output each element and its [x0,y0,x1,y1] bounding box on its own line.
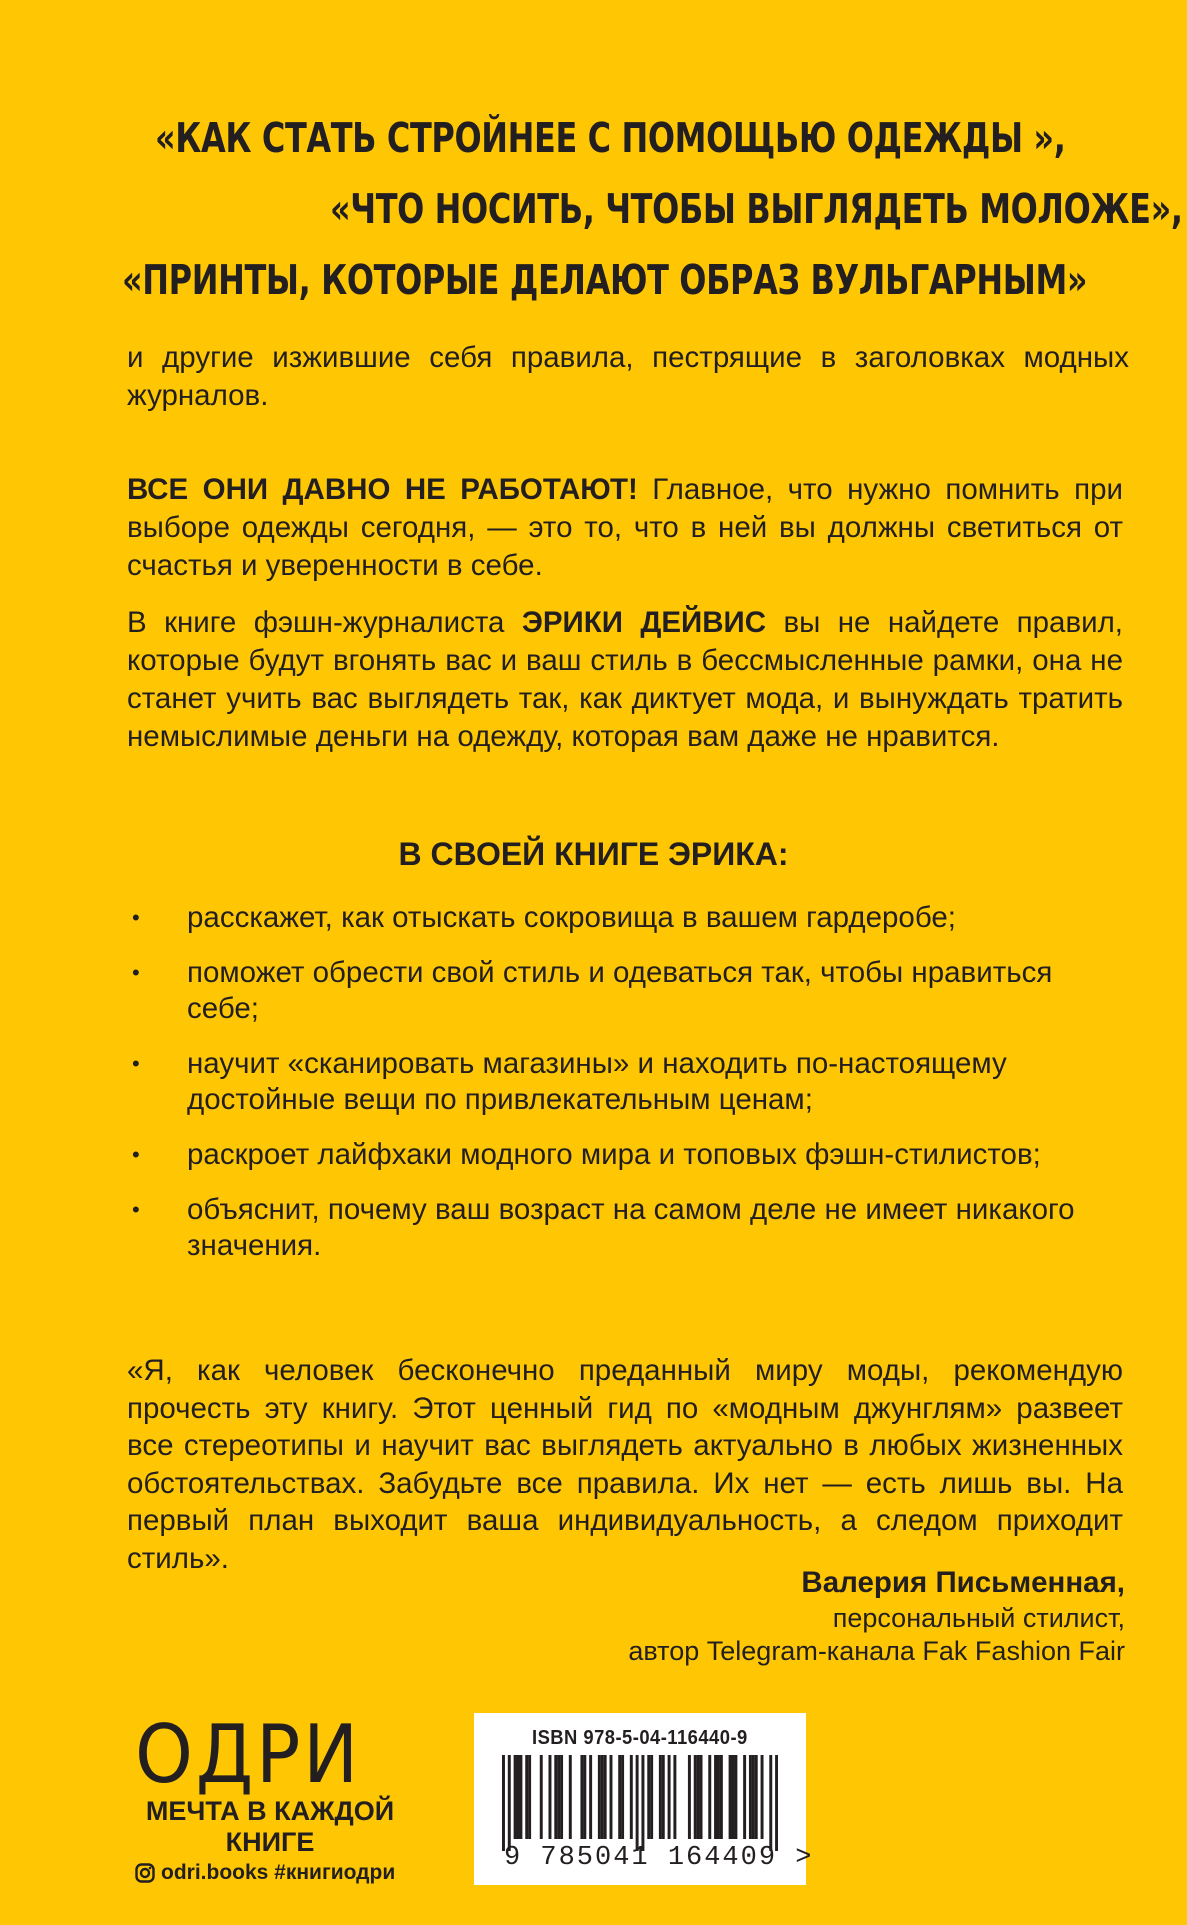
barcode-bar [519,1755,522,1839]
list-item-text: раскроет лайфхаки модного мира и топовых фэшн-стилистов; [187,1138,1041,1171]
isbn-label: ISBN 978-5-04-116440-9 [532,1727,748,1749]
barcode-bar [743,1755,746,1839]
bullet-dot: • [132,1197,140,1222]
barcode-bar [714,1755,717,1839]
barcode-bar [769,1755,772,1851]
barcode-bar [662,1755,665,1839]
barcode-bar [569,1755,572,1839]
barcode-bar [708,1755,711,1839]
bullet-dot: • [132,1142,140,1167]
barcode-bar [717,1755,720,1839]
barcode-bar [589,1755,592,1839]
all-dont-work-paragraph [127,471,1123,585]
list-item [127,1192,1127,1264]
headline-line-1: «КАК СТАТЬ СТРОЙНЕЕ С ПОМОЩЬЮ ОДЕЖДЫ », [155,114,1066,162]
barcode-bar [618,1755,621,1839]
barcode-bar [688,1755,691,1839]
publisher-social [135,1860,395,1886]
barcode-bar [598,1755,601,1839]
list-item [127,955,1127,1027]
book-paragraph [127,604,1123,756]
barcode-bar [720,1755,723,1839]
list-item [127,1046,1127,1118]
barcode-bar [583,1755,586,1839]
sub-heading: В СВОЕЙ КНИГЕ ЭРИКА: [398,836,789,872]
barcode-panel [474,1713,814,1885]
barcode-digits: 9 785041 164409 > [504,1843,814,1873]
intro-paragraph: и другие изжившие себя правила, пестрящие в заголовках модных журналов. [127,341,1129,412]
barcode-bar [734,1755,737,1839]
barcode-bar [650,1755,653,1839]
barcode-bar [502,1755,505,1851]
list-item-text: объяснит, почему ваш возраст на самом деле не имеет никакого значения. [187,1193,1075,1262]
barcode-bar [694,1755,697,1839]
barcode-bar [560,1755,563,1839]
barcode-bar [525,1755,528,1839]
barcode-bar [755,1755,758,1839]
barcode-bar [557,1755,560,1839]
publisher-social-text: odri.books #книгиодри [161,1861,396,1884]
barcode-bar [517,1755,520,1839]
barcode-bar [604,1755,607,1839]
all-dont-work-bold: ВСЕ ОНИ ДАВНО НЕ РАБОТАЮТ! [127,473,638,506]
barcode-bar [601,1755,604,1839]
barcode-bar [528,1755,531,1839]
barcode-bar [514,1755,517,1839]
barcode-bar [697,1755,700,1839]
publisher-logo: ОДРИ [135,1708,361,1801]
barcode-bar [775,1755,778,1851]
barcode-bar [621,1755,624,1839]
author-name: ЭРИКИ ДЕЙВИС [521,606,767,639]
headline-line-3: «ПРИНТЫ, КОТОРЫЕ ДЕЛАЮТ ОБРАЗ ВУЛЬГАРНЫМ» [122,256,1088,304]
barcode-bar [752,1755,755,1839]
barcode-bar [580,1755,583,1839]
barcode-bar [641,1755,644,1851]
all-dont-work-text: Главное, что нужно помнить при выборе одежды сегодня, — это то, что в ней вы должны светиться от счастья и уверенности в себе. [127,473,1123,582]
instagram-icon [135,1863,155,1883]
publisher-tagline: МЕЧТА В КАЖДОЙ КНИГЕ [145,1796,395,1857]
bullet-dot: • [132,905,140,930]
list-item-text: научит «сканировать магазины» и находить по-настоящему достойные вещи по привлекательным ценам; [187,1047,1007,1116]
testimonial-author-role: персональный стилист, [832,1603,1125,1633]
list-item-text: расскажет, как отыскать сокровища в вашем гардеробе; [187,901,956,934]
feature-list [127,900,1127,1283]
barcode-bars [502,1755,778,1851]
barcode-bar [761,1755,764,1839]
barcode-bar [548,1755,551,1839]
barcode-bar [700,1755,703,1839]
list-item [127,900,1127,936]
barcode-bar [554,1755,557,1839]
bullet-dot: • [132,1051,140,1076]
testimonial-quote: «Я, как человек бесконечно преданный миру моды, рекомендую прочесть эту книгу. Этот ценный гид по «модным джунглям» развеет все стереотипы и научит вас выглядеть актуально в любых жизненных обстоятельствах. Забудьте все правила. Их нет — есть лишь вы. На первый план выходит ваша индивидуальность, а следом приходит стиль». [127,1354,1123,1575]
barcode-bar [636,1755,639,1851]
barcode-bar [729,1755,732,1839]
barcode-bar [508,1755,511,1851]
barcode-bar [668,1755,671,1839]
barcode-bar [732,1755,735,1839]
barcode-bar [609,1755,612,1839]
book-paragraph-before: В книге фэшн-журналиста [127,606,522,639]
barcode-bar [659,1755,662,1839]
testimonial-author-name: Валерия Письменная, [801,1566,1125,1599]
barcode-bar [630,1755,633,1839]
list-item-text: поможет обрести свой стиль и одеваться так, чтобы нравиться себе; [187,956,1053,1025]
headline-line-2: «ЧТО НОСИТЬ, ЧТОБЫ ВЫГЛЯДЕТЬ МОЛОЖЕ», [330,185,1183,233]
barcode-bar [673,1755,676,1839]
book-paragraph-after: вы не найдете правил, которые будут вгонять вас и ваш стиль в бессмысленные рамки, она не станет учить вас выглядеть так, как диктует мода, и вынуждать тратить немыслимые деньги на одежду, которая вам даже не нравится. [127,606,1123,753]
testimonial-author-channel: автор Telegram-канала Fak Fashion Fair [628,1636,1125,1666]
barcode-bar [749,1755,752,1839]
barcode-bar [540,1755,543,1839]
bullet-dot: • [132,960,140,985]
barcode-bar [647,1755,650,1839]
list-item [127,1137,1127,1173]
